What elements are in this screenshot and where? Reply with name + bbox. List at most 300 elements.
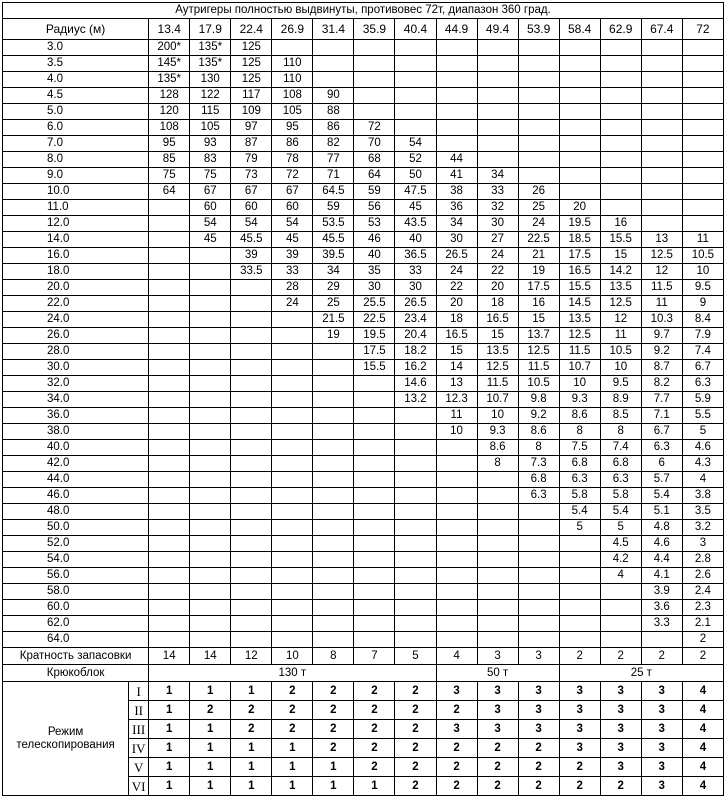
load-capacity-cell: 27: [477, 232, 518, 248]
load-capacity-cell: [272, 520, 313, 536]
load-capacity-cell: 12: [641, 264, 682, 280]
load-capacity-cell: 3.2: [682, 520, 723, 536]
load-capacity-cell: [149, 632, 190, 648]
radius-value: 8.0: [3, 152, 149, 168]
load-capacity-cell: 110: [272, 56, 313, 72]
radius-value: 28.0: [3, 344, 149, 360]
radius-value: 3.0: [3, 40, 149, 56]
load-capacity-cell: [149, 488, 190, 504]
load-capacity-cell: [477, 520, 518, 536]
load-capacity-cell: [231, 616, 272, 632]
load-capacity-cell: [313, 72, 354, 88]
telescoping-section-value: 1: [190, 758, 231, 777]
load-capacity-cell: [149, 344, 190, 360]
telescoping-section-value: 2: [231, 720, 272, 739]
load-capacity-cell: 108: [272, 88, 313, 104]
table-row: [3, 632, 724, 648]
load-capacity-cell: [231, 568, 272, 584]
load-capacity-cell: [272, 552, 313, 568]
radius-value: 30.0: [3, 360, 149, 376]
load-capacity-cell: [559, 168, 600, 184]
load-capacity-cell: [600, 88, 641, 104]
load-capacity-cell: 120: [149, 104, 190, 120]
table-row: [3, 56, 724, 72]
telescoping-section-value: 2: [190, 701, 231, 720]
load-capacity-cell: 3: [682, 536, 723, 552]
load-capacity-cell: [641, 120, 682, 136]
load-capacity-cell: [436, 520, 477, 536]
radius-value: 7.0: [3, 136, 149, 152]
load-capacity-cell: [518, 504, 559, 520]
load-capacity-cell: [600, 120, 641, 136]
load-capacity-cell: 73: [231, 168, 272, 184]
load-capacity-cell: [477, 600, 518, 616]
load-capacity-cell: [354, 584, 395, 600]
reeving-multiplicity-value: 8: [313, 648, 354, 665]
radius-value: 38.0: [3, 424, 149, 440]
load-capacity-cell: 3.8: [682, 488, 723, 504]
load-capacity-cell: [190, 280, 231, 296]
load-capacity-cell: [395, 600, 436, 616]
load-capacity-cell: 34: [436, 216, 477, 232]
load-capacity-cell: 5: [600, 520, 641, 536]
load-capacity-cell: 6.3: [518, 488, 559, 504]
load-capacity-cell: [436, 40, 477, 56]
table-row: [3, 216, 724, 232]
load-capacity-cell: 9.7: [641, 328, 682, 344]
table-row: [3, 488, 724, 504]
load-capacity-cell: [149, 408, 190, 424]
load-capacity-cell: 200*: [149, 40, 190, 56]
telescoping-section-value: 1: [149, 777, 190, 796]
table-row: [3, 504, 724, 520]
load-capacity-cell: [190, 424, 231, 440]
load-capacity-cell: 88: [313, 104, 354, 120]
load-capacity-cell: [559, 584, 600, 600]
load-capacity-cell: 105: [272, 104, 313, 120]
load-capacity-cell: [477, 72, 518, 88]
telescoping-section-value: 1: [231, 682, 272, 701]
load-capacity-cell: 108: [149, 120, 190, 136]
load-capacity-cell: [149, 328, 190, 344]
table-row: [3, 376, 724, 392]
load-capacity-cell: 8.7: [641, 360, 682, 376]
load-capacity-cell: [559, 632, 600, 648]
load-capacity-cell: 5.1: [641, 504, 682, 520]
load-capacity-cell: [149, 392, 190, 408]
load-capacity-cell: 135*: [190, 56, 231, 72]
boom-length-header: 62.9: [600, 19, 641, 40]
load-capacity-cell: [313, 520, 354, 536]
load-capacity-cell: 13.2: [395, 392, 436, 408]
load-capacity-cell: [559, 568, 600, 584]
load-capacity-cell: [190, 376, 231, 392]
load-capacity-cell: 7.7: [641, 392, 682, 408]
load-capacity-cell: [436, 56, 477, 72]
load-capacity-cell: [354, 488, 395, 504]
load-capacity-cell: [436, 568, 477, 584]
telescoping-section-value: 2: [354, 701, 395, 720]
load-capacity-cell: 11: [600, 328, 641, 344]
reeving-multiplicity-value: 12: [231, 648, 272, 665]
radius-value: 12.0: [3, 216, 149, 232]
load-capacity-cell: 10.7: [559, 360, 600, 376]
radius-value: 62.0: [3, 616, 149, 632]
load-capacity-cell: 39.5: [313, 248, 354, 264]
load-capacity-cell: 4.1: [641, 568, 682, 584]
load-capacity-cell: [600, 56, 641, 72]
telescoping-section-value: 3: [518, 701, 559, 720]
load-capacity-cell: [231, 376, 272, 392]
load-capacity-cell: [313, 392, 354, 408]
load-capacity-cell: [149, 424, 190, 440]
telescoping-section-value: 1: [313, 758, 354, 777]
load-capacity-cell: [518, 40, 559, 56]
load-capacity-cell: 9: [682, 296, 723, 312]
reeving-multiplicity-value: 10: [272, 648, 313, 665]
load-capacity-cell: [600, 104, 641, 120]
radius-value: 34.0: [3, 392, 149, 408]
radius-value: 20.0: [3, 280, 149, 296]
load-capacity-cell: 97: [231, 120, 272, 136]
load-capacity-cell: 11.5: [518, 360, 559, 376]
load-capacity-cell: [354, 72, 395, 88]
load-capacity-cell: [313, 40, 354, 56]
load-capacity-cell: [518, 136, 559, 152]
radius-value: 44.0: [3, 472, 149, 488]
telescoping-section-value: 2: [436, 777, 477, 796]
load-capacity-cell: 12.5: [600, 296, 641, 312]
load-capacity-cell: 47.5: [395, 184, 436, 200]
hook-block-capacity: 50 т: [436, 665, 559, 682]
load-capacity-cell: 5.4: [641, 488, 682, 504]
load-capacity-cell: 90: [313, 88, 354, 104]
load-capacity-cell: 16.5: [477, 312, 518, 328]
load-capacity-cell: [190, 408, 231, 424]
load-capacity-cell: 45: [190, 232, 231, 248]
load-capacity-cell: 93: [190, 136, 231, 152]
load-capacity-cell: [395, 536, 436, 552]
load-capacity-cell: [395, 120, 436, 136]
boom-length-header: 53.9: [518, 19, 559, 40]
load-capacity-cell: 54: [231, 216, 272, 232]
load-capacity-cell: 7.4: [600, 440, 641, 456]
load-capacity-cell: 6.7: [682, 360, 723, 376]
load-capacity-cell: [149, 248, 190, 264]
load-capacity-cell: 67: [231, 184, 272, 200]
load-capacity-cell: [518, 584, 559, 600]
load-capacity-cell: [641, 56, 682, 72]
load-capacity-cell: [559, 120, 600, 136]
load-capacity-cell: 12: [600, 312, 641, 328]
telescoping-section-value: 2: [518, 739, 559, 758]
load-capacity-cell: 2.6: [682, 568, 723, 584]
reeving-multiplicity-value: 3: [518, 648, 559, 665]
load-capacity-cell: [436, 632, 477, 648]
table-row: [3, 72, 724, 88]
load-capacity-cell: [477, 56, 518, 72]
boom-length-header: 72: [682, 19, 723, 40]
load-capacity-cell: [313, 440, 354, 456]
load-capacity-cell: [518, 104, 559, 120]
telescoping-section-value: 2: [354, 720, 395, 739]
boom-length-header: 31.4: [313, 19, 354, 40]
table-row: [3, 568, 724, 584]
hook-block-capacity: 25 т: [559, 665, 723, 682]
load-capacity-cell: [477, 136, 518, 152]
load-capacity-cell: [149, 232, 190, 248]
telescoping-section-value: 3: [600, 701, 641, 720]
load-capacity-cell: 8.4: [682, 312, 723, 328]
load-capacity-cell: [559, 104, 600, 120]
load-capacity-cell: 5.4: [559, 504, 600, 520]
load-capacity-cell: 20.4: [395, 328, 436, 344]
load-capacity-cell: [272, 392, 313, 408]
boom-length-header: 35.9: [354, 19, 395, 40]
load-capacity-cell: 24: [518, 216, 559, 232]
telescoping-section-value: 1: [354, 777, 395, 796]
table-row: [3, 456, 724, 472]
load-capacity-cell: [600, 184, 641, 200]
load-capacity-cell: 19: [313, 328, 354, 344]
load-capacity-cell: [600, 72, 641, 88]
load-capacity-cell: [149, 200, 190, 216]
load-capacity-cell: [395, 408, 436, 424]
hook-block-row: [3, 665, 724, 682]
load-capacity-cell: [641, 168, 682, 184]
load-capacity-cell: 11.5: [559, 344, 600, 360]
table-row: [3, 392, 724, 408]
radius-value: 24.0: [3, 312, 149, 328]
load-capacity-cell: 16.5: [559, 264, 600, 280]
telescoping-section-value: 1: [313, 777, 354, 796]
telescoping-section-value: 2: [559, 777, 600, 796]
table-row: [3, 424, 724, 440]
reeving-multiplicity-label: Кратность запасовки: [3, 648, 149, 665]
load-capacity-cell: [190, 472, 231, 488]
load-capacity-cell: [190, 536, 231, 552]
telescoping-section-value: 2: [354, 758, 395, 777]
load-capacity-cell: [518, 536, 559, 552]
load-capacity-cell: 3.3: [641, 616, 682, 632]
boom-length-header: 58.4: [559, 19, 600, 40]
load-capacity-cell: 22: [477, 264, 518, 280]
load-capacity-cell: [231, 440, 272, 456]
load-capacity-cell: [313, 456, 354, 472]
table-row: [3, 360, 724, 376]
load-capacity-cell: 9.3: [559, 392, 600, 408]
load-capacity-cell: 10: [436, 424, 477, 440]
load-capacity-cell: 30: [395, 280, 436, 296]
load-capacity-cell: [354, 536, 395, 552]
load-capacity-cell: 44: [436, 152, 477, 168]
load-capacity-cell: [477, 472, 518, 488]
table-row: [3, 552, 724, 568]
load-capacity-cell: [313, 552, 354, 568]
load-capacity-cell: [477, 88, 518, 104]
load-capacity-cell: 145*: [149, 56, 190, 72]
load-capacity-cell: 135*: [190, 40, 231, 56]
table-row: [3, 232, 724, 248]
telescoping-section-value: 4: [682, 777, 723, 796]
telescoping-section-value: 1: [149, 758, 190, 777]
reeving-multiplicity-value: 5: [395, 648, 436, 665]
load-capacity-cell: 22.5: [354, 312, 395, 328]
load-capacity-cell: [559, 56, 600, 72]
load-capacity-cell: [395, 440, 436, 456]
load-capacity-cell: 5.7: [641, 472, 682, 488]
load-capacity-cell: 83: [190, 152, 231, 168]
telescoping-section-value: 3: [518, 682, 559, 701]
load-capacity-cell: 6.3: [682, 376, 723, 392]
table-row: [3, 472, 724, 488]
load-capacity-cell: 17.5: [559, 248, 600, 264]
telescoping-section-value: 3: [641, 739, 682, 758]
load-capacity-cell: [190, 600, 231, 616]
load-capacity-cell: [272, 424, 313, 440]
load-capacity-cell: [600, 584, 641, 600]
load-capacity-cell: [272, 584, 313, 600]
load-capacity-cell: [354, 504, 395, 520]
load-capacity-cell: [313, 344, 354, 360]
load-capacity-cell: [313, 536, 354, 552]
radius-value: 54.0: [3, 552, 149, 568]
load-capacity-cell: 16.5: [436, 328, 477, 344]
load-capacity-cell: 7.3: [518, 456, 559, 472]
load-capacity-cell: 8.6: [477, 440, 518, 456]
load-capacity-cell: [231, 536, 272, 552]
load-capacity-cell: [518, 552, 559, 568]
reeving-multiplicity-value: 2: [600, 648, 641, 665]
telescoping-section-value: 1: [231, 739, 272, 758]
load-capacity-cell: 30: [354, 280, 395, 296]
load-capacity-cell: [190, 488, 231, 504]
load-capacity-cell: [436, 584, 477, 600]
table-row: [3, 88, 724, 104]
load-capacity-cell: [395, 456, 436, 472]
load-capacity-cell: [682, 136, 723, 152]
load-capacity-cell: [436, 600, 477, 616]
load-capacity-cell: 128: [149, 88, 190, 104]
load-capacity-cell: [682, 72, 723, 88]
telescoping-section-value: 1: [149, 739, 190, 758]
telescoping-mode-numeral: VI: [129, 777, 149, 796]
load-capacity-cell: [477, 104, 518, 120]
radius-value: 9.0: [3, 168, 149, 184]
load-capacity-cell: 86: [313, 120, 354, 136]
load-capacity-cell: [477, 616, 518, 632]
load-capacity-cell: 4: [600, 568, 641, 584]
load-capacity-cell: 22.5: [518, 232, 559, 248]
load-capacity-cell: 15: [477, 328, 518, 344]
load-capacity-cell: 6.8: [518, 472, 559, 488]
load-capacity-cell: 125: [231, 40, 272, 56]
load-capacity-cell: 46: [354, 232, 395, 248]
load-capacity-cell: [395, 552, 436, 568]
load-capacity-cell: [272, 456, 313, 472]
load-capacity-cell: [190, 568, 231, 584]
radius-value: 26.0: [3, 328, 149, 344]
load-capacity-cell: 15: [518, 312, 559, 328]
load-capacity-cell: [149, 520, 190, 536]
telescoping-section-value: 3: [600, 758, 641, 777]
load-capacity-cell: 45.5: [313, 232, 354, 248]
load-capacity-cell: [518, 568, 559, 584]
load-capacity-cell: 5: [559, 520, 600, 536]
load-capacity-cell: [518, 168, 559, 184]
boom-length-header: 67.4: [641, 19, 682, 40]
table-row: [3, 184, 724, 200]
telescoping-section-value: 3: [641, 758, 682, 777]
load-capacity-cell: [190, 360, 231, 376]
title-row: [3, 3, 724, 19]
load-capacity-cell: 4.6: [641, 536, 682, 552]
load-capacity-cell: [313, 504, 354, 520]
telescoping-section-value: 3: [641, 701, 682, 720]
load-capacity-cell: 21: [518, 248, 559, 264]
telescoping-mode-label: Режим телескопирования: [3, 682, 129, 796]
load-capacity-cell: 13: [436, 376, 477, 392]
telescoping-section-value: 2: [477, 739, 518, 758]
load-capacity-cell: [477, 568, 518, 584]
radius-value: 6.0: [3, 120, 149, 136]
table-row: [3, 280, 724, 296]
load-capacity-cell: [231, 456, 272, 472]
table-row: [3, 104, 724, 120]
load-capacity-cell: [436, 504, 477, 520]
load-capacity-cell: [231, 344, 272, 360]
load-capacity-cell: 40: [354, 248, 395, 264]
load-capacity-cell: [354, 456, 395, 472]
load-capacity-cell: 75: [149, 168, 190, 184]
load-capacity-cell: 8: [518, 440, 559, 456]
load-capacity-cell: [436, 120, 477, 136]
load-capacity-cell: 25: [518, 200, 559, 216]
load-capacity-cell: 60: [231, 200, 272, 216]
load-capacity-cell: 59: [313, 200, 354, 216]
radius-value: 14.0: [3, 232, 149, 248]
load-capacity-cell: 28: [272, 280, 313, 296]
load-capacity-cell: 6.8: [559, 456, 600, 472]
load-capacity-cell: 86: [272, 136, 313, 152]
load-capacity-cell: [190, 504, 231, 520]
table-row: [3, 40, 724, 56]
reeving-multiplicity-value: 2: [682, 648, 723, 665]
load-capacity-cell: 105: [190, 120, 231, 136]
load-capacity-cell: 85: [149, 152, 190, 168]
telescoping-section-value: 2: [395, 777, 436, 796]
reeving-multiplicity-value: 3: [477, 648, 518, 665]
telescoping-section-value: 2: [518, 777, 559, 796]
telescoping-section-value: 1: [231, 758, 272, 777]
load-capacity-cell: [231, 584, 272, 600]
load-capacity-cell: [518, 72, 559, 88]
load-capacity-cell: [313, 56, 354, 72]
load-capacity-cell: 72: [354, 120, 395, 136]
load-capacity-cell: [559, 184, 600, 200]
load-capacity-cell: [190, 440, 231, 456]
load-capacity-cell: [190, 520, 231, 536]
radius-value: 50.0: [3, 520, 149, 536]
load-capacity-cell: 7.9: [682, 328, 723, 344]
load-capacity-cell: [395, 72, 436, 88]
load-capacity-cell: 70: [354, 136, 395, 152]
load-capacity-cell: 39: [231, 248, 272, 264]
load-capacity-cell: [313, 472, 354, 488]
load-capacity-cell: 9.5: [600, 376, 641, 392]
telescoping-section-value: 2: [354, 739, 395, 758]
load-capacity-cell: [149, 264, 190, 280]
